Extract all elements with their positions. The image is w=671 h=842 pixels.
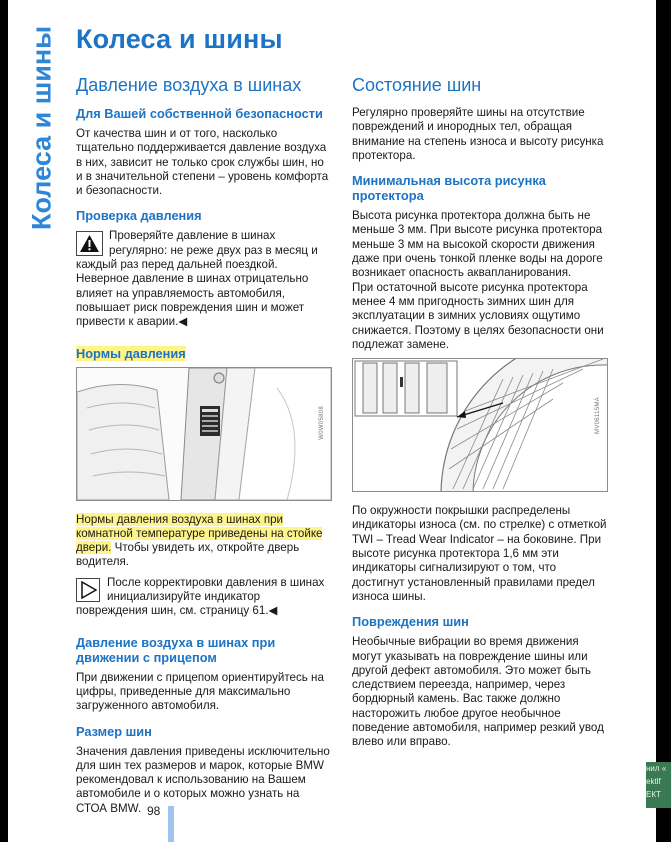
min-tread-paragraph-2: При остаточной высоте рисунка протектора менее 4 мм пригодность зимних шин для эксплуатации в зимних условиях ощутимо снижается. Поэтому в целях безопасности они подлежат замене. [352,280,604,351]
play-arrow-icon [76,578,100,602]
side-chapter-title: Колеса и шины [26,25,57,231]
safety-subheading: Для Вашей собственной безопасности [76,106,323,121]
door-pillar-illustration [77,368,331,500]
info-note [76,576,332,625]
edge-overlay-line: ektlf [646,777,661,786]
tire-damage-paragraph: Необычные вибрации во время движения могут указывать на повреждение шины или другой дефект автомобиля. Это может быть следствием переезда, например, через бордюрный камень. Вас также должно насторожить любое другое необычное поведение автомобиля, например резкий увод влево или вправо. [352,635,604,749]
tread-indicator-figure [352,358,608,492]
left-column [76,74,332,822]
pressure-norms-paragraph: Нормы давления воздуха в шинах при комнатной температуре приведены на стойке двери. Чтобы увидеть их, откройте дверь водителя. [76,512,323,569]
check-pressure-paragraph: Проверяйте давление в шинах регулярно: не реже двух раз в месяц и каждый раз перед дальней поездкой. Неверное давление в шинах отрицательно влияет на управляемость автомобиля, повышает риск повреждения шин и может привести к аварии.◀ [76,229,318,329]
tire-size-subheading: Размер шин [76,723,152,739]
safety-paragraph: От качества шин и от того, насколько тщательно поддерживается давление воздуха в них, зависит не только срок службы шин, но и в значительной степени – уровень комфорта и безопасности. [76,127,329,198]
twi-paragraph: По окружности покрышки распределены индикаторы износа (см. по стрелке) с отметкой TWI – Tread Wear Indicator – на боковине. При высоте рисунка протектора 1,6 мм эти индикаторы сигнализируют о том, что достигнут установленный правилами предел износа шины. [352,504,607,603]
pressure-norms-subheading: Нормы давления [76,345,186,361]
page-title: Колеса и шины [76,24,283,54]
tire-size-paragraph: Значения давления приведены исключительно для шин тех размеров и марок, которые BMW рекомендовал к использованию на Вашем автомобиле и о которых можно узнать на СТОА BMW. [76,744,330,815]
door-pillar-figure [76,367,332,501]
tire-damage-subheading: Повреждения шин [352,614,469,630]
min-tread-subheading: Минимальная высота рисунка протектора [352,173,546,204]
after-adjust-paragraph: После корректировки давления в шинах инициализируйте индикатор повреждения шин, см. страницу 61.◀ [76,575,325,618]
right-column [352,74,608,756]
warning-note [76,229,332,335]
tire-pressure-heading: Давление воздуха в шинах [76,75,302,95]
warning-icon [76,231,103,256]
tire-condition-paragraph: Регулярно проверяйте шины на отсутствие повреждений и инородных тел, обращая внимание на степень износа и высоту рисунка протектора. [352,106,604,162]
manual-page [8,0,656,842]
tire-illustration [353,359,607,491]
edge-overlay-line: ЕКТ [646,790,661,799]
figure-code: W0W05808 [318,405,325,440]
tire-condition-heading: Состояние шин [352,75,482,95]
trailer-paragraph: При движении с прицепом ориентируйтесь на цифры, приведенные для максимально загруженного автомобиля. [76,670,324,713]
trailer-subheading: Давление воздуха в шинах при движении с прицепом [76,634,276,665]
min-tread-paragraph-1: Высота рисунка протектора должна быть не меньше 3 мм. При высоте рисунка протектора меньше 3 мм на высокой скорости движения даже при очень тонкой пленке воды на дороге возникает опасность аквапланирования. [352,209,603,280]
page-marker-bar [168,806,174,842]
page-number: 98 [147,804,161,818]
figure-code: MV06115MA [594,397,601,435]
check-pressure-subheading: Проверка давления [76,208,202,224]
edge-overlay [646,762,671,808]
edge-overlay-line: нил « [646,764,667,773]
